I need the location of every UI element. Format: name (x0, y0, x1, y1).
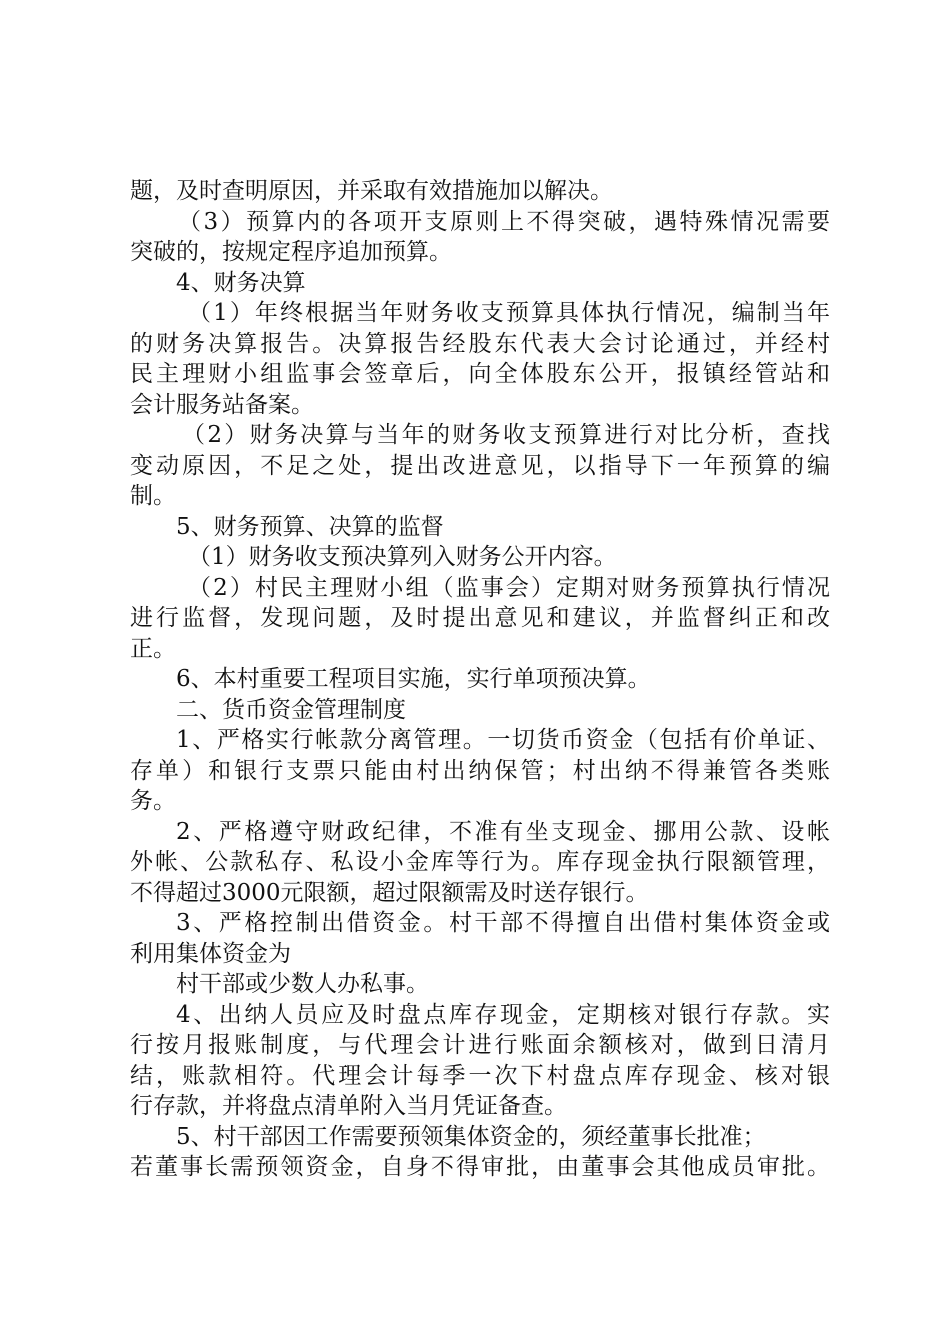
text-line: 变动原因，不足之处，提出改进意见，以指导下一年预算的编 (130, 452, 830, 479)
text-line: 1、严格实行帐款分离管理。一切货币资金（包括有价单证、 (176, 727, 830, 753)
text-line: 不得超过3000元限额，超过限额需及时送存银行。 (130, 879, 649, 906)
text-line: （2）财务决算与当年的财务收支预算进行对比分析，查找 (182, 422, 830, 448)
text-line: 制。 (130, 483, 176, 509)
text-line: 的财务决算报告。决算报告经股东代表大会讨论通过，并经村 (130, 330, 830, 357)
section-heading: 4、财务决算 (176, 269, 306, 296)
text-line: （1）年终根据当年财务收支预算具体执行情况，编制当年 (188, 300, 830, 326)
text-line: 6、本村重要工程项目实施，实行单项预决算。 (176, 666, 651, 692)
document-body (130, 176, 830, 1183)
text-line: 4、出纳人员应及时盘点库存现金，定期核对银行存款。实 (176, 1001, 830, 1028)
text-line: 务。 (130, 788, 176, 814)
text-line: 外帐、公款私存、私设小金库等行为。库存现金执行限额管理， (130, 849, 830, 875)
text-line: 5、村干部因工作需要预领集体资金的，须经董事长批准； (176, 1123, 766, 1150)
text-line: 若董事长需预领资金，自身不得审批，由董事会其他成员审批。 (130, 1154, 830, 1180)
text-line: 题，及时查明原因，并采取有效措施加以解决。 (130, 178, 613, 204)
text-line: 突破的，按规定程序追加预算。 (130, 239, 452, 265)
text-line: 结，账款相符。代理会计每季一次下村盘点库存现金、核对银 (130, 1062, 830, 1089)
text-line: 利用集体资金为 (130, 940, 291, 967)
text-line: （1）财务收支预决算列入财务公开内容。 (188, 544, 617, 570)
text-line: 存单）和银行支票只能由村出纳保管；村出纳不得兼管各类账 (130, 757, 830, 784)
text-line: 2、严格遵守财政纪律，不准有坐支现金、挪用公款、设帐 (176, 818, 830, 845)
text-line: 会计服务站备案。 (130, 391, 314, 418)
section-heading: 二、货币资金管理制度 (176, 696, 406, 723)
text-line: （2）村民主理财小组（监事会）定期对财务预算执行情况 (188, 574, 830, 601)
text-line: 民主理财小组监事会签章后，向全体股东公开，报镇经管站和 (130, 361, 830, 387)
text-line: （3）预算内的各项开支原则上不得突破，遇特殊情况需要 (178, 208, 830, 235)
text-line: 行按月报账制度，与代理会计进行账面余额核对，做到日清月 (130, 1032, 830, 1058)
text-line: 村干部或少数人办私事。 (176, 971, 429, 997)
text-line: 3、严格控制出借资金。村干部不得擅自出借村集体资金或 (176, 910, 830, 936)
section-heading: 5、财务预算、决算的监督 (176, 513, 444, 540)
text-line: 进行监督，发现问题，及时提出意见和建议，并监督纠正和改 (130, 605, 830, 631)
text-line: 正。 (130, 635, 176, 662)
text-line: 行存款，并将盘点清单附入当月凭证备查。 (130, 1093, 567, 1119)
